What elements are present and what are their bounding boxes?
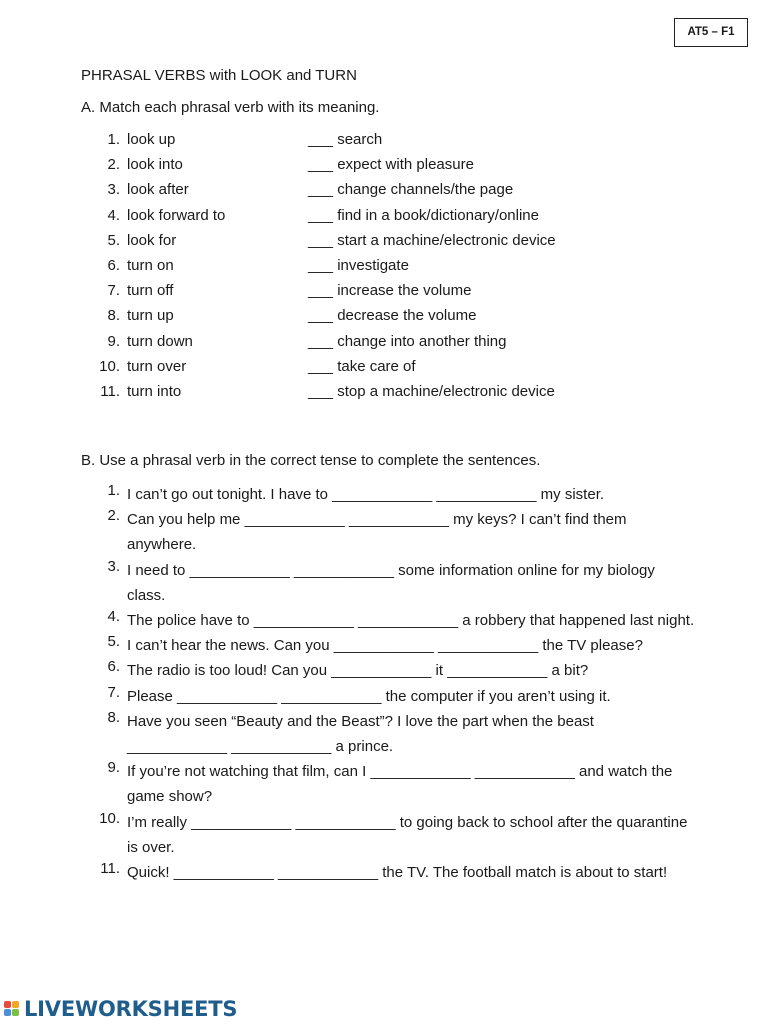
item-number: 8. bbox=[107, 708, 120, 726]
item-number: 7. bbox=[107, 683, 120, 701]
item-number: 9. bbox=[107, 759, 120, 777]
list-item bbox=[0, 307, 768, 332]
list-item bbox=[0, 658, 768, 683]
item-number: 3. bbox=[107, 557, 120, 575]
sentence-text[interactable]: If you’re not watching that film, can I ____________ ____________ and watch the game show? bbox=[127, 763, 673, 806]
meaning-blank[interactable]: ___ find in a book/dictionary/online bbox=[308, 206, 539, 224]
sentence-text[interactable]: I can’t hear the news. Can you ____________ ____________ the TV please? bbox=[127, 637, 643, 655]
phrasal-verb: look after bbox=[127, 181, 189, 199]
item-number: 6. bbox=[107, 658, 120, 676]
phrasal-verb: look forward to bbox=[127, 206, 226, 224]
sentence-text[interactable]: The police have to ____________ ____________ a robbery that happened last night. bbox=[127, 612, 695, 630]
phrasal-verb: turn into bbox=[127, 382, 182, 400]
meaning-blank[interactable]: ___ increase the volume bbox=[308, 282, 472, 300]
sentence-text[interactable]: I’m really ____________ ____________ to going back to school after the quarantine is over. bbox=[127, 813, 688, 856]
section-a-instruction: A. Match each phrasal verb with its meaning. bbox=[81, 99, 380, 116]
list-item bbox=[0, 507, 768, 557]
sentence-text[interactable]: Have you seen “Beauty and the Beast”? I love the part when the beast ____________ ____________ a prince. bbox=[127, 712, 594, 756]
item-number: 7. bbox=[107, 282, 120, 300]
sentence-text[interactable]: Can you help me ____________ ____________ my keys? I can’t find them anywhere. bbox=[127, 511, 627, 554]
item-number: 2. bbox=[107, 156, 120, 174]
meaning-blank[interactable]: ___ search bbox=[308, 131, 383, 148]
meaning-blank[interactable]: ___ stop a machine/electronic device bbox=[308, 382, 555, 400]
sentence-list bbox=[0, 482, 768, 885]
list-item bbox=[0, 207, 768, 232]
match-list bbox=[0, 131, 768, 408]
phrasal-verb: turn over bbox=[127, 357, 187, 375]
item-number: 9. bbox=[107, 332, 120, 350]
section-b-instruction: B. Use a phrasal verb in the correct tense to complete the sentences. bbox=[81, 452, 541, 469]
list-item bbox=[0, 633, 768, 658]
list-item bbox=[0, 358, 768, 383]
list-item bbox=[0, 181, 768, 206]
logo-square-icon bbox=[12, 1009, 19, 1016]
list-item bbox=[0, 810, 768, 860]
phrasal-verb: turn down bbox=[127, 332, 193, 350]
logo-mark-icon bbox=[4, 998, 22, 1020]
phrasal-verb: look into bbox=[127, 156, 183, 174]
item-number: 4. bbox=[107, 206, 120, 224]
item-number: 3. bbox=[107, 181, 120, 199]
list-item bbox=[0, 608, 768, 633]
list-item bbox=[0, 684, 768, 709]
item-number: 1. bbox=[107, 482, 120, 499]
logo-square-icon bbox=[4, 1001, 11, 1008]
item-number: 1. bbox=[107, 131, 120, 148]
list-item bbox=[0, 558, 768, 608]
phrasal-verb: look for bbox=[127, 231, 177, 249]
phrasal-verb: turn off bbox=[127, 282, 174, 300]
item-number: 10. bbox=[99, 809, 120, 827]
item-number: 5. bbox=[107, 231, 120, 249]
liveworksheets-logo[interactable] bbox=[4, 996, 237, 1022]
logo-square-icon bbox=[12, 1001, 19, 1008]
logo-square-icon bbox=[4, 1009, 11, 1016]
phrasal-verb: look up bbox=[127, 131, 176, 148]
list-item bbox=[0, 482, 768, 507]
meaning-blank[interactable]: ___ change channels/the page bbox=[308, 181, 514, 199]
meaning-blank[interactable]: ___ decrease the volume bbox=[308, 307, 477, 325]
list-item bbox=[0, 333, 768, 358]
sentence-text[interactable]: Please ____________ ____________ the computer if you aren’t using it. bbox=[127, 687, 611, 705]
meaning-blank[interactable]: ___ take care of bbox=[308, 357, 416, 375]
item-number: 5. bbox=[107, 633, 120, 651]
sentence-text[interactable]: I need to ____________ ____________ some information online for my biology class. bbox=[127, 561, 655, 604]
sentence-text[interactable]: Quick! ____________ ____________ the TV. The football match is about to start! bbox=[127, 864, 668, 882]
list-item bbox=[0, 383, 768, 408]
page-title: PHRASAL VERBS with LOOK and TURN bbox=[81, 67, 357, 84]
meaning-blank[interactable]: ___ investigate bbox=[308, 256, 409, 274]
phrasal-verb: turn on bbox=[127, 256, 174, 274]
list-item bbox=[0, 709, 768, 759]
logo-text: LIVEWORKSHEETS bbox=[24, 997, 238, 1021]
list-item bbox=[0, 759, 768, 809]
sentence-text[interactable]: I can’t go out tonight. I have to ____________ ____________ my sister. bbox=[127, 486, 605, 503]
item-number: 10. bbox=[99, 357, 120, 375]
phrasal-verb: turn up bbox=[127, 307, 174, 325]
sentence-text[interactable]: The radio is too loud! Can you ____________ it ____________ a bit? bbox=[127, 662, 589, 680]
item-number: 6. bbox=[107, 256, 120, 274]
list-item bbox=[0, 131, 768, 156]
item-number: 2. bbox=[107, 507, 120, 525]
meaning-blank[interactable]: ___ start a machine/electronic device bbox=[308, 231, 556, 249]
meaning-blank[interactable]: ___ expect with pleasure bbox=[308, 156, 474, 174]
item-number: 11. bbox=[100, 382, 120, 400]
list-item bbox=[0, 282, 768, 307]
item-number: 4. bbox=[107, 608, 120, 626]
meaning-blank[interactable]: ___ change into another thing bbox=[308, 332, 507, 350]
item-number: 11. bbox=[100, 860, 120, 878]
list-item bbox=[0, 860, 768, 885]
list-item bbox=[0, 232, 768, 257]
item-number: 8. bbox=[107, 307, 120, 325]
list-item bbox=[0, 257, 768, 282]
list-item bbox=[0, 156, 768, 181]
worksheet-code-box: AT5 – F1 bbox=[674, 18, 748, 47]
